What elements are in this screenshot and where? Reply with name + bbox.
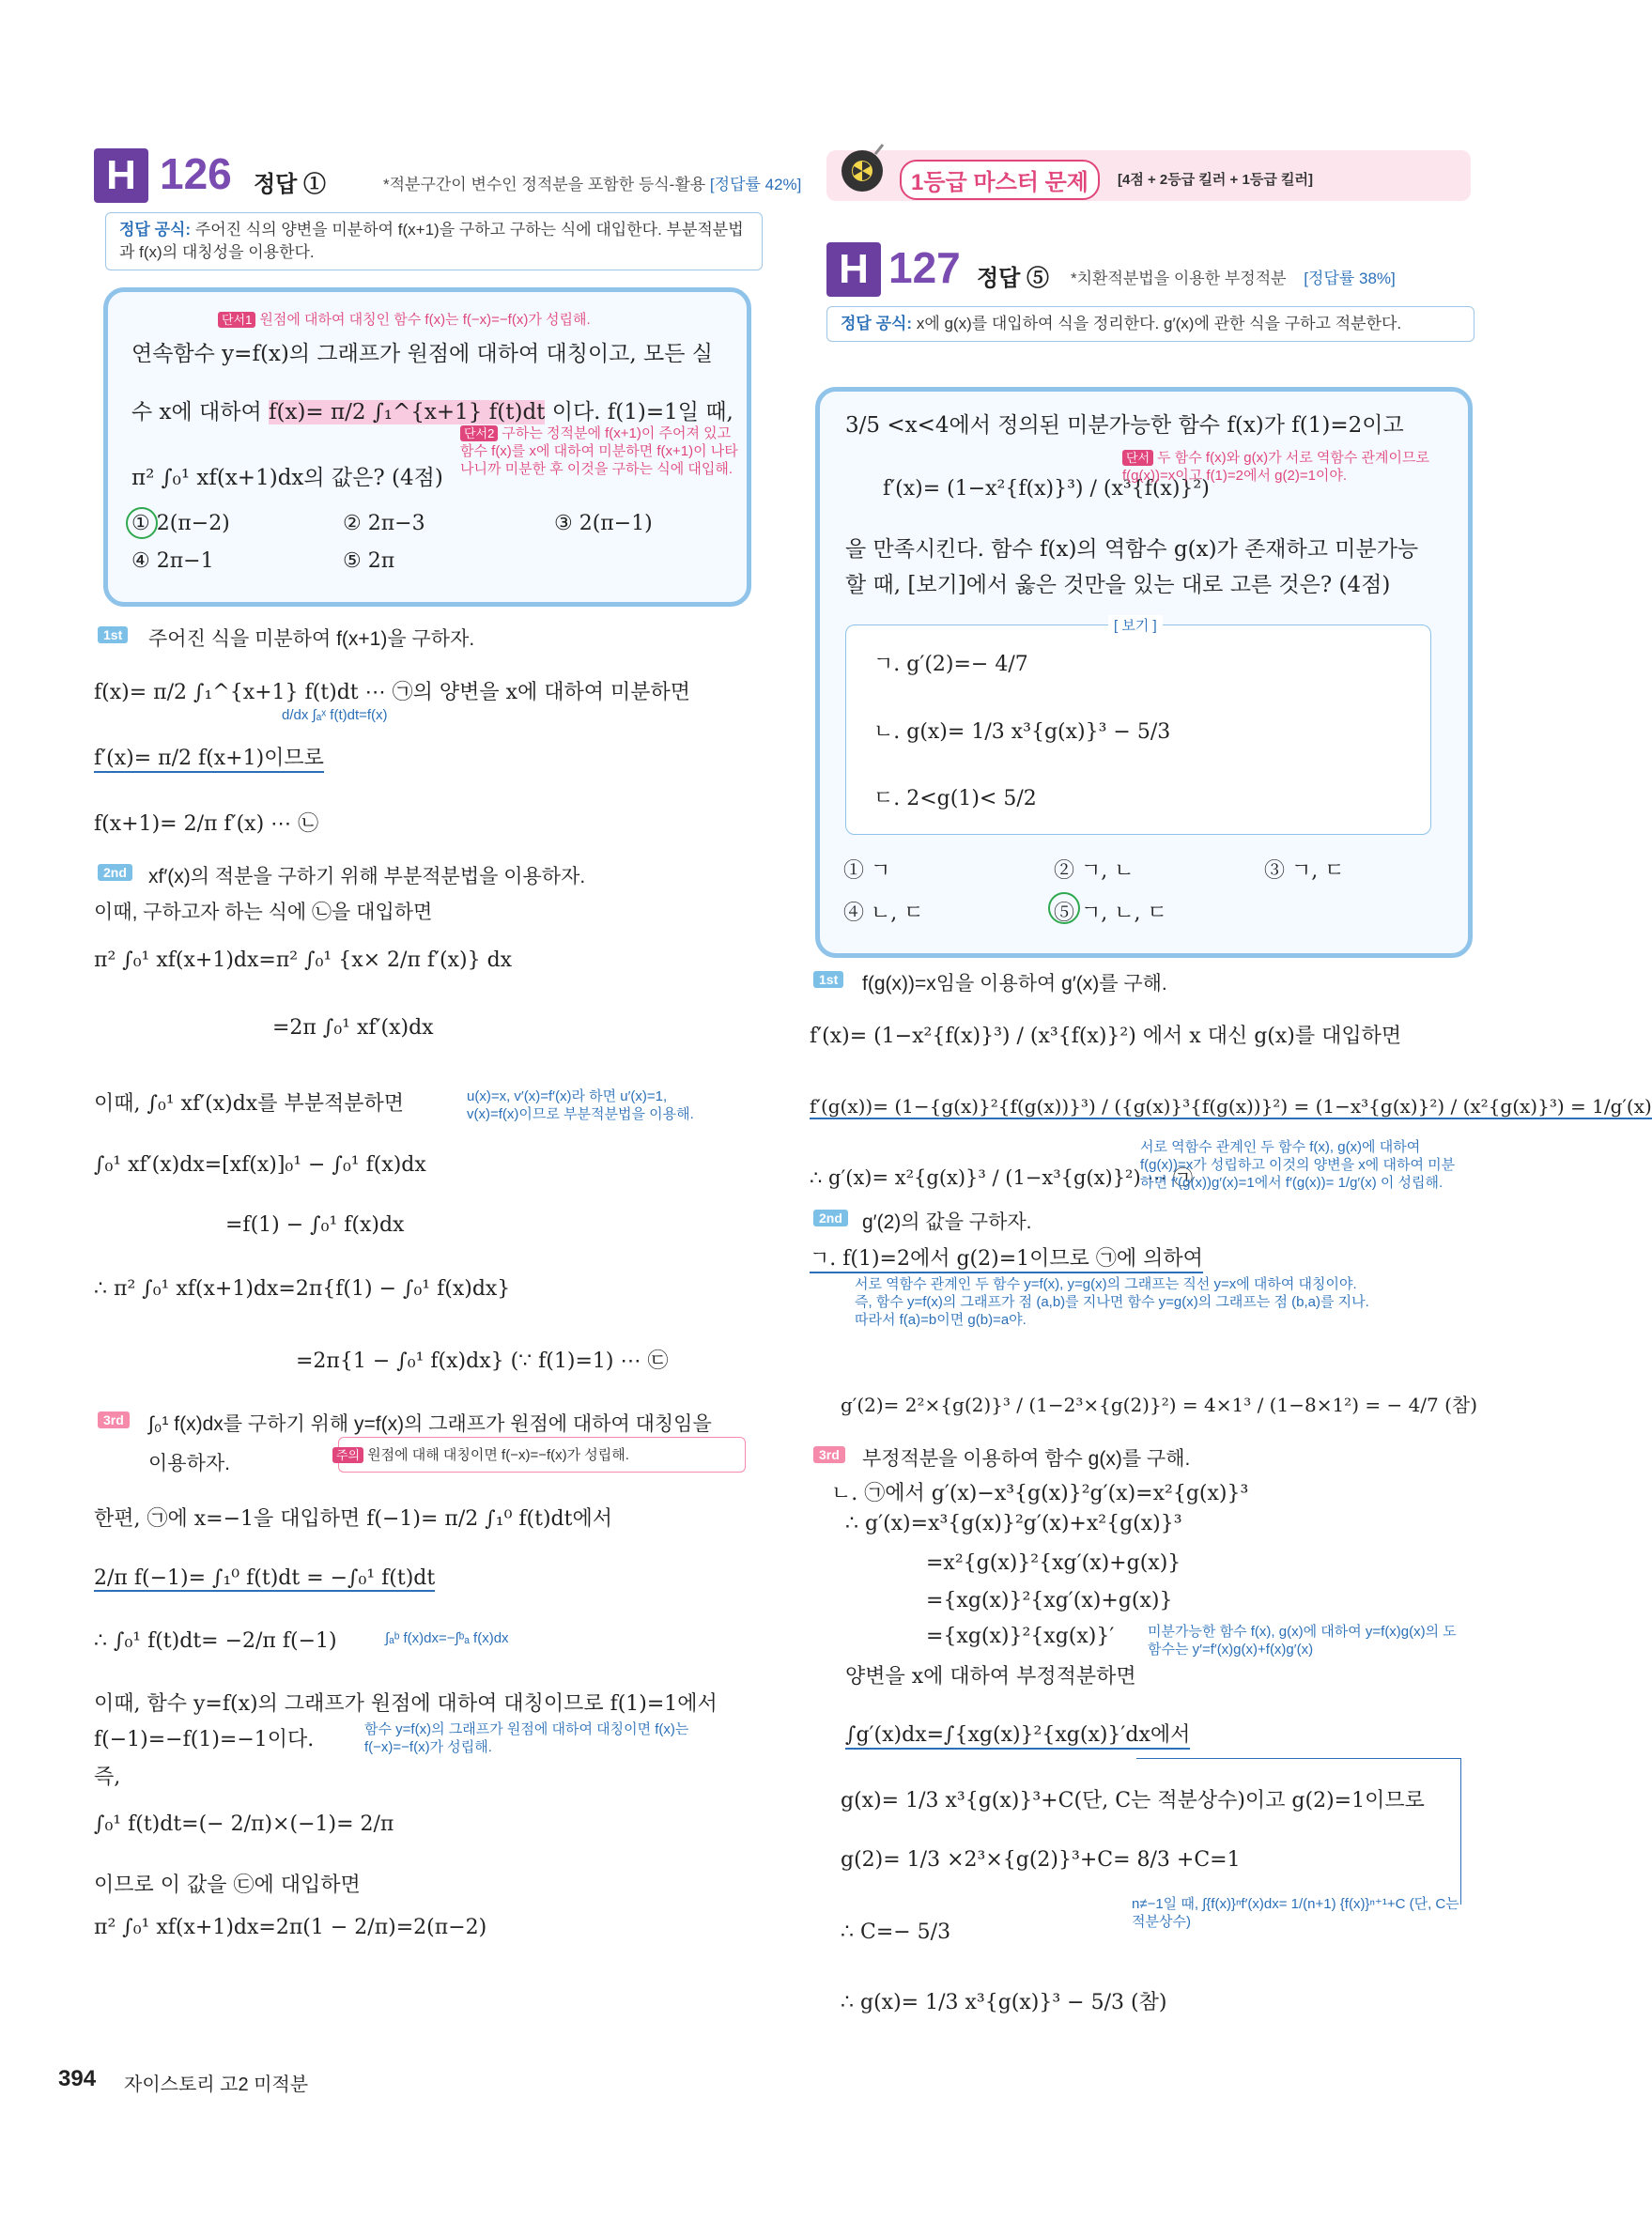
- step-2-heading: xf′(x)의 적분을 구하기 위해 부분적분법을 이용하자.: [148, 866, 586, 887]
- sol-3-note-2: 함수 y=f(x)의 그래프가 원점에 대하여 대칭이면 f(x)는 f(−x)=−f(x)가 성립해.: [364, 1721, 689, 1755]
- problem-code-badge: H: [94, 148, 148, 203]
- sol-1-line-3: ∴ g′(x)= x²{g(x)}³ / (1−x³{g(x)}²) ⋯ ㉠: [810, 1166, 1194, 1189]
- choice-5[interactable]: ⑤ 2π: [343, 549, 395, 573]
- sol-3-line-6: 즉,: [94, 1766, 121, 1789]
- choice-2[interactable]: ② 2π−3: [343, 512, 425, 535]
- sol-1-note: d/dx ∫ₐˣ f(t)dt=f(x): [282, 707, 388, 723]
- answer-label: 정답 ⑤: [977, 266, 1050, 291]
- bogi-item-1: ㄱ. g′(2)=− 4/7: [873, 653, 1028, 676]
- caution-tag: 주의: [332, 1447, 363, 1463]
- sol-3-line-9: π² ∫₀¹ xf(x+1)dx=2π(1 − 2/π)=2(π−2): [94, 1916, 487, 1939]
- hint-1: [218, 311, 725, 329]
- step-1-tag: 1st: [98, 626, 128, 643]
- bomb-icon: [834, 139, 890, 195]
- problem-line-3: 을 만족시킨다. 함수 f(x)의 역함수 g(x)가 존재하고 미분가능: [845, 537, 1419, 562]
- step-2-heading: g′(2)의 값을 구하자.: [862, 1211, 1032, 1233]
- sol-2-line-1: 이때, 구하고자 하는 식에 ㉡을 대입하면: [94, 902, 433, 923]
- sol-1-line-1: f′(x)= (1−x²{f(x)}³) / (x³{f(x)}²) 에서 x 대신 g(x)를 대입하면: [810, 1025, 1402, 1048]
- choice-3[interactable]: ③ 2(π−1): [554, 512, 653, 535]
- accuracy-rate: [정답률 38%]: [1304, 270, 1396, 287]
- answer-formula-card: [105, 212, 763, 270]
- step-3-tag: 3rd: [813, 1446, 845, 1463]
- formula-label: 정답 공식:: [841, 315, 913, 332]
- choice-2[interactable]: ② ㄱ, ㄴ: [1054, 859, 1135, 883]
- book-title: 자이스토리 고2 미적분: [124, 2074, 309, 2095]
- problem-line-2c: 이다. f(1)=1일 때,: [551, 400, 733, 424]
- sol-2-note: u(x)=x, v′(x)=f′(x)라 하면 u′(x)=1, v(x)=f(x)이므로 부분적분법을 이용해.: [467, 1088, 694, 1122]
- topic-text: *치환적분법을 이용한 부정적분: [1071, 270, 1287, 287]
- sol-1-line-2: f′(g(x))= (1−{g(x)}²{f(g(x))}³) / ({g(x)}³{f(g(x))}²) = (1−x³{g(x)}²) / (x²{g(x)}³) = 1/g′(x): [810, 1095, 1652, 1118]
- master-subtitle: [4점 + 2등급 킬러 + 1등급 킬러]: [1118, 172, 1313, 188]
- choice-1[interactable]: ① 2(π−2): [131, 512, 230, 535]
- sol-3-line-8: 이므로 이 값을 ㉢에 대입하면: [94, 1874, 361, 1897]
- choice-3[interactable]: ③ ㄱ, ㄷ: [1264, 859, 1345, 883]
- selected-answer-circle: [1048, 892, 1080, 924]
- caution: [332, 1446, 629, 1464]
- answer-label: 정답 ①: [254, 172, 327, 197]
- sol-3-line-7: ∫₀¹ f(t)dt=(− 2/π)×(−1)= 2/π: [94, 1812, 394, 1836]
- topic-label: [1071, 265, 1396, 288]
- problem-line-1: 연속함수 y=f(x)의 그래프가 원점에 대하여 대칭이고, 모든 실: [131, 342, 713, 366]
- hint-1-tag: 단서1: [218, 312, 255, 328]
- sol-3-line-7: ∫g′(x)dx=∫{xg(x)}²{xg(x)}′dx에서: [845, 1719, 1190, 1750]
- formula-text: 주어진 식의 양변을 미분하여 f(x+1)을 구하고 구하는 식에 대입한다. 부분적분법과 f(x)의 대칭성을 이용한다.: [119, 221, 744, 261]
- topic-label: [383, 171, 801, 194]
- sol-1-line-1: f(x)= π/2 ∫₁^{x+1} f(t)dt ⋯ ㉠의 양변을 x에 대하여 미분하면: [94, 681, 691, 704]
- sol-1-note: 서로 역함수 관계인 두 함수 f(x), g(x)에 대하여 f(g(x))=x가 성립하고 이것의 양변을 x에 대하여 미분하면 f′(g(x))g′(x)=1에서 f′(g(x))= 1/g′(x) 이 성립해.: [1140, 1139, 1456, 1191]
- problem-given-equation: f(x)= π/2 ∫₁^{x+1} f(t)dt: [269, 400, 546, 424]
- problem-line-4: 할 때, [보기]에서 옳은 것만을 있는 대로 고른 것은? (4점): [845, 573, 1391, 597]
- sol-3-line-1: ㄴ. ㉠에서 g′(x)−x³{g(x)}²g′(x)=x²{g(x)}³: [831, 1482, 1249, 1505]
- sol-2-line-3: =2π ∫₀¹ xf′(x)dx: [272, 1016, 434, 1040]
- choice-4[interactable]: ④ ㄴ, ㄷ: [843, 902, 924, 925]
- bogi-item-3: ㄷ. 2<g(1)< 5/2: [873, 787, 1037, 810]
- step-1-heading: f(g(x))=x임을 이용하여 g′(x)를 구해.: [862, 973, 1167, 995]
- sol-3-line-4: ={xg(x)}²{xg′(x)+g(x)}: [926, 1589, 1173, 1612]
- step-3-heading-a: ∫₀¹ f(x)dx를 구하기 위해 y=f(x)의 그래프가 원점에 대하여 대칭임을: [148, 1413, 712, 1435]
- answer-formula-card: [826, 306, 1474, 342]
- sol-3-line-2: ∴ g′(x)=x³{g(x)}²g′(x)+x²{g(x)}³: [845, 1512, 1182, 1535]
- bogi-item-2: ㄴ. g(x)= 1/3 x³{g(x)}³ − 5/3: [873, 720, 1171, 744]
- sol-3-line-5: f(−1)=−f(1)=−1이다.: [94, 1728, 315, 1751]
- sol-3-line-2: 2/π f(−1)= ∫₁⁰ f(t)dt = −∫₀¹ f(t)dt: [94, 1566, 436, 1590]
- caution-text: 원점에 대해 대칭이면 f(−x)=−f(x)가 성립해.: [367, 1447, 629, 1463]
- formula-label: 정답 공식:: [119, 221, 192, 239]
- sol-3-line-8: g(x)= 1/3 x³{g(x)}³+C(단, C는 적분상수)이고 g(2)=1이므로: [841, 1789, 1425, 1812]
- sol-3-note-1: ∫ₐᵇ f(x)dx=−∫ᵇₐ f(x)dx: [385, 1630, 509, 1646]
- sol-2-line-6: =f(1) − ∫₀¹ f(x)dx: [225, 1213, 405, 1237]
- sol-3-line-11: ∴ g(x)= 1/3 x³{g(x)}³ − 5/3 (참): [841, 1991, 1167, 2014]
- formula-text: x에 g(x)를 대입하여 식을 정리한다. g′(x)에 관한 식을 구하고 적분한다.: [916, 315, 1402, 332]
- sol-3-note-2: n≠−1일 때, ∫{f(x)}ⁿf′(x)dx= 1/(n+1) {f(x)}ⁿ⁺¹+C (단, C는 적분상수): [1132, 1896, 1459, 1930]
- page-number: 394: [58, 2066, 97, 2091]
- choice-1[interactable]: ① ㄱ: [843, 859, 891, 883]
- sol-1-line-2: f′(x)= π/2 f(x+1)이므로: [94, 742, 324, 773]
- problem-hint: [1122, 449, 1451, 485]
- step-3-tag: 3rd: [98, 1411, 130, 1428]
- problem-hint-text: 두 함수 f(x)와 g(x)가 서로 역함수 관계이므로 f(g(x))=x이고 f(1)=2에서 g(2)=1이야.: [1122, 450, 1429, 484]
- hint-2: [460, 424, 742, 478]
- hint-2-text: 구하는 정적분에 f(x+1)이 주어져 있고 함수 f(x)를 x에 대하여 미분하면 f(x+1)이 나타나니까 미분한 후 이것을 구하는 식에 대입해.: [460, 425, 738, 477]
- sol-2-line-4: 이때, ∫₀¹ xf′(x)dx를 부분적분하면: [94, 1092, 404, 1116]
- problem-number: 126: [160, 149, 232, 198]
- sol-2-note: 서로 역함수 관계인 두 함수 y=f(x), y=g(x)의 그래프는 직선 y=x에 대하여 대칭이야. 즉, 함수 y=f(x)의 그래프가 점 (a,b)를 지나면 함수 y=g(x)의 그래프는 점 (b,a)를 지나. 따라서 f(a)=b이면 g(b)=a야.: [855, 1276, 1369, 1328]
- problem-line-1: 3/5 <x<4에서 정의된 미분가능한 함수 f(x)가 f(1)=2이고: [845, 413, 1404, 438]
- sol-3-line-5: ={xg(x)}²{xg(x)}′: [926, 1625, 1115, 1648]
- hint-1-text: 원점에 대하여 대칭인 함수 f(x)는 f(−x)=−f(x)가 성립해.: [259, 312, 591, 328]
- sol-3-note-1: 미분가능한 함수 f(x), g(x)에 대하여 y=f(x)g(x)의 도함수는 y′=f′(x)g(x)+f(x)g′(x): [1148, 1624, 1457, 1658]
- sol-3-line-10: ∴ C=− 5/3: [841, 1920, 951, 1944]
- step-2-tag: 2nd: [98, 864, 132, 881]
- step-3-heading-b: 이용하자.: [148, 1453, 230, 1474]
- problem-hint-tag: 단서: [1122, 450, 1153, 466]
- sol-3-line-1: 한편, ㉠에 x=−1을 대입하면 f(−1)= π/2 ∫₁⁰ f(t)dt에서: [94, 1507, 612, 1531]
- sol-2-line-7: ∴ π² ∫₀¹ xf(x+1)dx=2π{f(1) − ∫₀¹ f(x)dx}: [94, 1277, 511, 1301]
- problem-number: 127: [888, 243, 961, 292]
- step-1-tag: 1st: [813, 971, 843, 988]
- problem-line-2a: 수 x에 대하여: [131, 400, 262, 424]
- problem-line-2: [131, 394, 733, 425]
- problem-line-2: f′(x)= (1−x²{f(x)}³) / (x³{f(x)}²): [883, 477, 1210, 501]
- sol-3-line-6: 양변을 x에 대하여 부정적분하면: [845, 1665, 1136, 1689]
- step-2-tag: 2nd: [813, 1210, 848, 1226]
- sol-3-line-4: 이때, 함수 y=f(x)의 그래프가 원점에 대하여 대칭이므로 f(1)=1에서: [94, 1692, 718, 1716]
- problem-code-badge: H: [826, 242, 881, 297]
- step-1-heading: 주어진 식을 미분하여 f(x+1)을 구하자.: [148, 628, 475, 650]
- selected-answer-circle: [126, 507, 158, 539]
- step-3-heading: 부정적분을 이용하여 함수 g(x)를 구해.: [862, 1448, 1191, 1470]
- sol-2-line-2: π² ∫₀¹ xf(x+1)dx=π² ∫₀¹ {x× 2/π f′(x)} dx: [94, 949, 513, 972]
- sol-3-line-3: =x²{g(x)}²{xg′(x)+g(x)}: [926, 1551, 1181, 1575]
- sol-2-line-8: =2π{1 − ∫₀¹ f(x)dx} (∵ f(1)=1) ⋯ ㉢: [296, 1350, 669, 1373]
- sol-2-line-2: g′(2)= 2²×{g(2)}³ / (1−2³×{g(2)}²) = 4×1³ / (1−8×1²) = − 4/7 (참): [841, 1394, 1478, 1416]
- choice-5[interactable]: ⑤ ㄱ, ㄴ, ㄷ: [1054, 902, 1167, 925]
- sol-2-line-5: ∫₀¹ xf′(x)dx=[xf(x)]₀¹ − ∫₀¹ f(x)dx: [94, 1153, 426, 1177]
- sol-2-line-1: ㄱ. f(1)=2에서 g(2)=1이므로 ㉠에 의하여: [810, 1242, 1203, 1273]
- sol-3-line-3: ∴ ∫₀¹ f(t)dt= −2/π f(−1): [94, 1629, 337, 1653]
- problem-line-3: π² ∫₀¹ xf(x+1)dx의 값은? (4점): [131, 466, 443, 490]
- bogi-title: [ 보기 ]: [1108, 615, 1163, 635]
- hint-2-tag: 단서2: [460, 425, 498, 441]
- topic-text: *적분구간이 변수인 정적분을 포함한 등식-활용: [383, 176, 706, 193]
- sol-3-line-9: g(2)= 1/3 ×2³×{g(2)}³+C= 8/3 +C=1: [841, 1848, 1241, 1872]
- choice-4[interactable]: ④ 2π−1: [131, 549, 214, 573]
- accuracy-rate: [정답률 42%]: [709, 176, 802, 193]
- sol-1-line-3: f(x+1)= 2/π f′(x) ⋯ ㉡: [94, 812, 319, 836]
- connector-line: [1136, 1758, 1461, 1905]
- master-title: 1등급 마스터 문제: [900, 160, 1100, 200]
